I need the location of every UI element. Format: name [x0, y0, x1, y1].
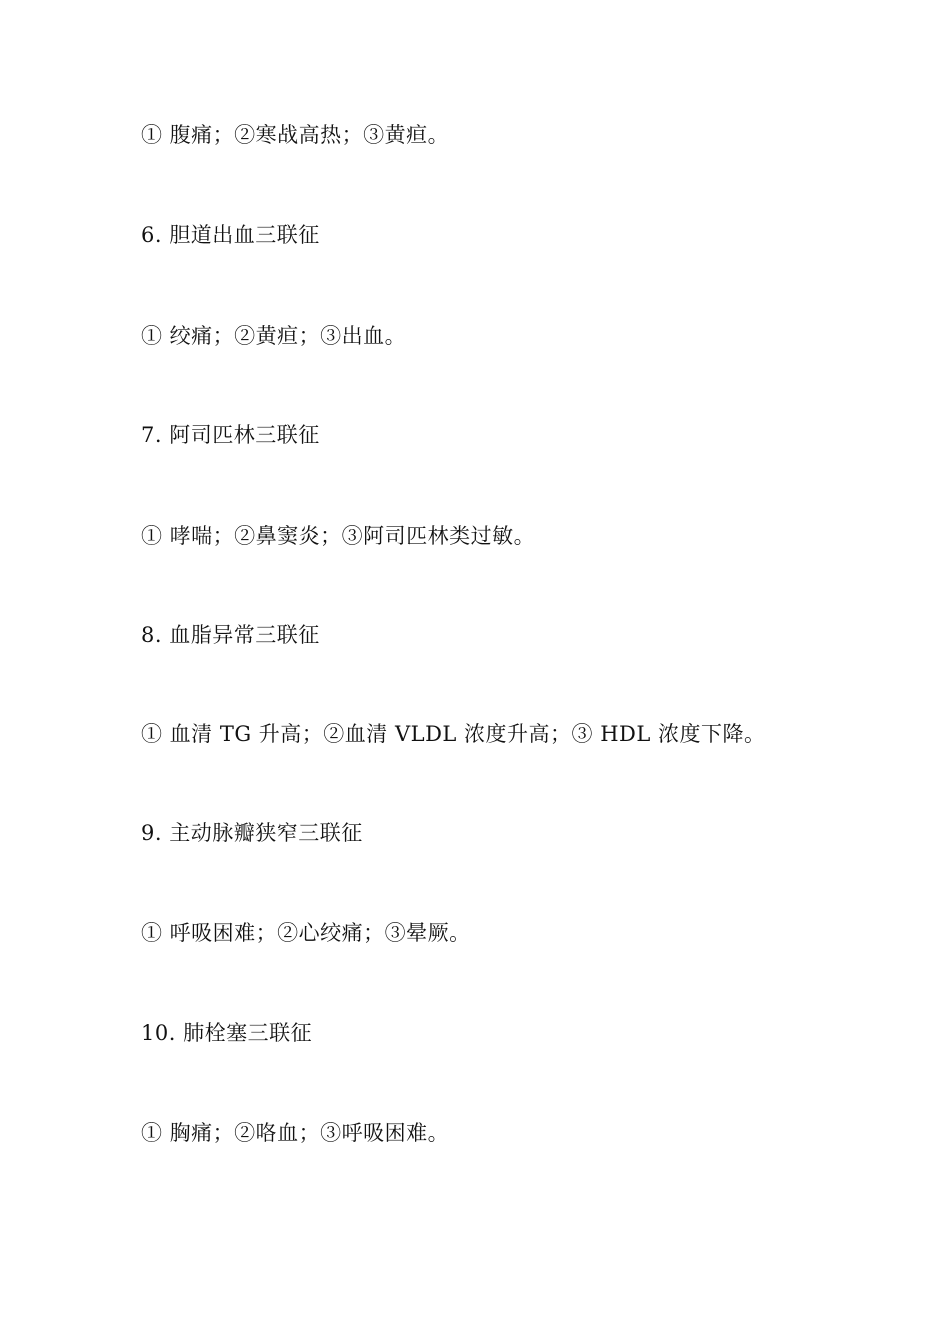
section-heading: 6. 胆道出血三联征 [141, 223, 320, 247]
section-heading: 8. 血脂异常三联征 [141, 623, 320, 647]
symptom-list-line: ① 血清 TG 升高；②血清 VLDL 浓度升高；③ HDL 浓度下降。 [141, 722, 766, 746]
section-heading: 10. 肺栓塞三联征 [141, 1021, 313, 1045]
section-heading: 9. 主动脉瓣狭窄三联征 [141, 821, 363, 845]
symptom-list-line: ① 腹痛；②寒战高热；③黄疸。 [141, 123, 450, 147]
symptom-list-line: ① 胸痛；②咯血；③呼吸困难。 [141, 1121, 450, 1145]
symptom-list-line: ① 哮喘；②鼻窦炎；③阿司匹林类过敏。 [141, 524, 536, 548]
symptom-list-line: ① 呼吸困难；②心绞痛；③晕厥。 [141, 921, 471, 945]
section-heading: 7. 阿司匹林三联征 [141, 423, 320, 447]
symptom-list-line: ① 绞痛；②黄疸；③出血。 [141, 324, 407, 348]
